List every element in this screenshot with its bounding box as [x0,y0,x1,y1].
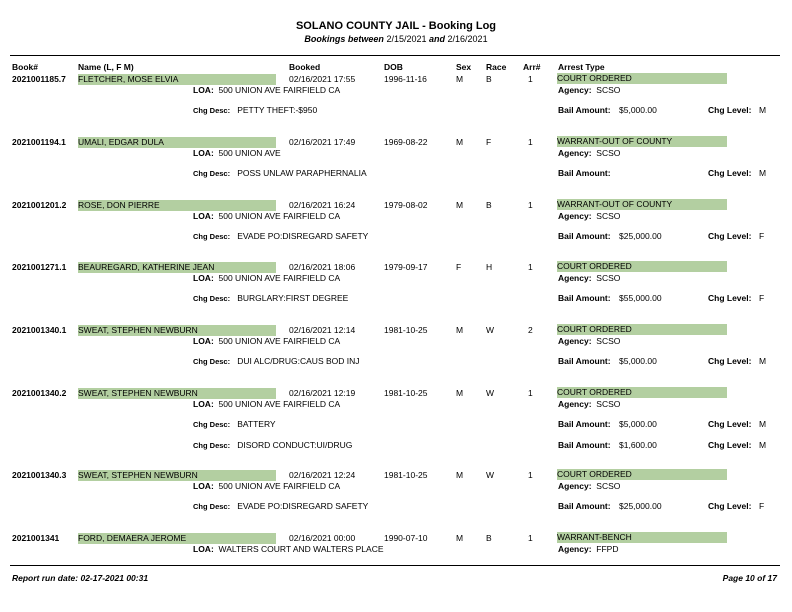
booked-datetime: 02/16/2021 12:24 [289,470,356,480]
loa-line [193,336,340,346]
dob: 1981-10-25 [384,325,428,335]
charge-level-value: F [759,231,765,241]
arrest-type [557,73,727,84]
charge-level-label: Chg Level: [708,168,752,178]
charge-level-label: Chg Level: [708,440,752,450]
inmate-name-text: FORD, DEMAERA JEROME [78,533,187,543]
arrest-type-text: WARRANT-OUT OF COUNTY [557,136,673,146]
agency-label: Agency: [558,273,592,283]
bail-amount-label: Bail Amount: [558,419,611,429]
race: B [486,200,492,210]
charge-desc-label: Chg Desc: [193,357,231,366]
dob: 1979-09-17 [384,262,428,272]
inmate-name-text: SWEAT, STEPHEN NEWBURN [78,325,198,335]
charge-level-value: M [759,440,767,450]
book-number: 2021001185.7 [12,74,66,84]
arrest-number: 1 [528,388,533,398]
arrest-type [557,261,727,272]
agency-line [558,399,620,409]
arrest-number: 1 [528,470,533,480]
charge-desc-label: Chg Desc: [193,420,231,429]
agency-line [558,336,620,346]
loa-line [193,148,281,158]
arrest-type-text: WARRANT-BENCH [557,532,632,542]
arrest-type [557,387,727,398]
charge-level-value: M [759,105,767,115]
loa-value: 500 UNION AVE FAIRFIELD CA [218,336,341,346]
agency-line [558,211,620,221]
race: H [486,262,493,272]
sex: M [456,533,464,543]
bail-amount-value: $55,000.00 [619,293,662,303]
charge-level-label: Chg Level: [708,231,752,241]
loa-label: LOA: [193,399,214,409]
race: B [486,533,492,543]
booking-record [0,388,792,448]
charge-desc-value: POSS UNLAW PARAPHERNALIA [237,168,367,178]
agency-line [558,481,620,491]
charge-desc-value: DUI ALC/DRUG:CAUS BOD INJ [237,356,360,366]
loa-label: LOA: [193,211,214,221]
sex: M [456,388,464,398]
book-number: 2021001341 [12,533,60,543]
dob: 1981-10-25 [384,388,428,398]
book-number: 2021001340.2 [12,388,67,398]
inmate-name [78,262,276,273]
charge-level-value: F [759,501,765,511]
charge-desc-value: BATTERY [237,419,276,429]
bail-amount-label: Bail Amount: [558,231,611,241]
charge-desc-value: EVADE PO:DISREGARD SAFETY [237,501,369,511]
loa-value: 500 UNION AVE FAIRFIELD CA [218,273,341,283]
agency-value: SCSO [596,273,621,283]
bail-amount-label: Bail Amount: [558,293,611,303]
loa-value: 500 UNION AVE FAIRFIELD CA [218,211,341,221]
arrest-type-text: COURT ORDERED [557,324,632,334]
agency-label: Agency: [558,336,592,346]
sex: M [456,470,464,480]
booking-record [0,74,792,134]
loa-line [193,273,340,283]
col-booked: Booked [289,62,321,72]
loa-label: LOA: [193,481,214,491]
booked-datetime: 02/16/2021 00:00 [289,533,356,543]
loa-label: LOA: [193,273,214,283]
book-number: 2021001340.1 [12,325,67,335]
agency-label: Agency: [558,211,592,221]
inmate-name [78,74,276,85]
charge-level-label: Chg Level: [708,356,752,366]
charge-level-label: Chg Level: [708,105,752,115]
inmate-name-text: SWEAT, STEPHEN NEWBURN [78,388,198,398]
footer-rule [10,565,780,566]
arrest-type [557,469,727,480]
booking-record [0,470,792,530]
loa-label: LOA: [193,85,214,95]
bail-amount-label: Bail Amount: [558,105,611,115]
date-to: 2/16/2021 [447,34,488,44]
charge-level-value: F [759,293,765,303]
charge-desc-line [193,419,276,429]
booked-datetime: 02/16/2021 17:49 [289,137,356,147]
charge-desc-label: Chg Desc: [193,502,231,511]
charge-desc-line [193,105,317,115]
report-subtitle [0,34,792,44]
col-sex: Sex [456,62,472,72]
bail-amount-value: $1,600.00 [619,440,657,450]
charge-level-label: Chg Level: [708,419,752,429]
booking-record [0,533,792,593]
race: W [486,325,495,335]
charge-desc-line [193,293,348,303]
booked-datetime: 02/16/2021 12:19 [289,388,356,398]
col-name: Name (L, F M) [78,62,134,72]
agency-value: SCSO [596,481,621,491]
arrest-type [557,136,727,147]
agency-label: Agency: [558,544,592,554]
loa-label: LOA: [193,544,214,554]
loa-line [193,211,340,221]
bail-amount-value: $5,000.00 [619,356,657,366]
charge-desc-label: Chg Desc: [193,106,231,115]
charge-desc-value: BURGLARY:FIRST DEGREE [237,293,349,303]
page-number: Page 10 of 17 [722,573,777,583]
sex: M [456,325,464,335]
dob: 1996-11-16 [384,74,427,84]
inmate-name-text: SWEAT, STEPHEN NEWBURN [78,470,198,480]
col-race: Race [486,62,507,72]
inmate-name [78,200,276,211]
sex: M [456,74,464,84]
agency-value: SCSO [596,399,621,409]
booking-record [0,262,792,322]
inmate-name [78,388,276,399]
bail-amount-label: Bail Amount: [558,356,611,366]
loa-value: 500 UNION AVE FAIRFIELD CA [218,399,341,409]
agency-line [558,148,620,158]
loa-line [193,399,340,409]
bail-amount-value: $25,000.00 [619,501,662,511]
loa-value: 500 UNION AVE FAIRFIELD CA [218,85,341,95]
arrest-number: 1 [528,74,533,84]
bail-amount-value: $25,000.00 [619,231,662,241]
charge-desc-label: Chg Desc: [193,232,231,241]
agency-line [558,273,620,283]
date-from: 2/15/2021 [386,34,427,44]
booked-datetime: 02/16/2021 17:55 [289,74,356,84]
inmate-name-text: UMALI, EDGAR DULA [78,137,164,147]
report-title: SOLANO COUNTY JAIL - Booking Log [295,20,497,32]
bail-amount-label: Bail Amount: [558,168,611,178]
arrest-number: 1 [528,137,533,147]
header-rule [10,55,780,56]
arrest-number: 2 [528,325,533,335]
booked-datetime: 02/16/2021 16:24 [289,200,356,210]
agency-label: Agency: [558,399,592,409]
charge-level-label: Chg Level: [708,501,752,511]
booked-datetime: 02/16/2021 12:14 [289,325,356,335]
agency-value: SCSO [596,336,621,346]
report-run-date: Report run date: 02-17-2021 00:31 [12,573,149,583]
charge-level-label: Chg Level: [708,293,752,303]
sex: M [456,137,464,147]
loa-value: 500 UNION AVE [218,148,281,158]
book-number: 2021001194.1 [12,137,66,147]
col-arrest-type: Arrest Type [558,62,605,72]
bail-amount-value: $5,000.00 [619,419,657,429]
booking-record [0,325,792,385]
race: B [486,74,492,84]
charge-desc-label: Chg Desc: [193,441,231,450]
charge-desc-label: Chg Desc: [193,169,231,178]
loa-label: LOA: [193,148,214,158]
arrest-type-text: COURT ORDERED [557,387,632,397]
agency-line [558,544,618,554]
inmate-name [78,137,276,148]
agency-label: Agency: [558,481,592,491]
arrest-type-text: COURT ORDERED [557,73,632,83]
agency-label: Agency: [558,85,592,95]
charge-desc-value: EVADE PO:DISREGARD SAFETY [237,231,369,241]
arrest-type-text: COURT ORDERED [557,469,632,479]
arrest-type-text: WARRANT-OUT OF COUNTY [557,199,673,209]
inmate-name [78,470,276,481]
charge-desc-line [193,440,352,450]
charge-level-value: M [759,419,767,429]
arrest-number: 1 [528,533,533,543]
book-number: 2021001271.1 [12,262,67,272]
subtitle-and: and [429,34,446,44]
subtitle-prefix: Bookings between [304,34,384,44]
dob: 1969-08-22 [384,137,428,147]
charge-desc-label: Chg Desc: [193,294,231,303]
bail-amount-value: $5,000.00 [619,105,657,115]
bail-amount-label: Bail Amount: [558,440,611,450]
charge-level-value: M [759,356,767,366]
race: W [486,388,495,398]
loa-line [193,85,340,95]
arrest-number: 1 [528,200,533,210]
arrest-type-text: COURT ORDERED [557,261,632,271]
col-dob: DOB [384,62,403,72]
bail-amount-label: Bail Amount: [558,501,611,511]
loa-value: WALTERS COURT AND WALTERS PLACE [218,544,384,554]
agency-line [558,85,620,95]
agency-value: SCSO [596,85,621,95]
inmate-name-text: BEAUREGARD, KATHERINE JEAN [78,262,215,272]
charge-level-value: M [759,168,767,178]
charge-desc-value: PETTY THEFT:-$950 [237,105,318,115]
charge-desc-value: DISORD CONDUCT:UI/DRUG [237,440,353,450]
inmate-name [78,325,276,336]
charge-desc-line [193,168,367,178]
dob: 1990-07-10 [384,533,428,543]
booking-record [0,200,792,260]
booked-datetime: 02/16/2021 18:06 [289,262,356,272]
charge-desc-line [193,356,360,366]
col-arr: Arr# [523,62,541,72]
book-number: 2021001201.2 [12,200,67,210]
arrest-type [557,532,727,543]
agency-label: Agency: [558,148,592,158]
charge-desc-line [193,231,368,241]
race: W [486,470,495,480]
inmate-name-text: ROSE, DON PIERRE [78,200,160,210]
arrest-number: 1 [528,262,533,272]
loa-label: LOA: [193,336,214,346]
loa-line [193,544,384,554]
inmate-name-text: FLETCHER, MOSE ELVIA [78,74,179,84]
arrest-type [557,199,727,210]
arrest-type [557,324,727,335]
book-number: 2021001340.3 [12,470,67,480]
agency-value: SCSO [596,148,621,158]
race: F [486,137,492,147]
loa-value: 500 UNION AVE FAIRFIELD CA [218,481,341,491]
sex: M [456,200,464,210]
col-book: Book# [12,62,38,72]
loa-line [193,481,340,491]
charge-desc-line [193,501,368,511]
dob: 1981-10-25 [384,470,428,480]
inmate-name [78,533,276,544]
agency-value: FFPD [596,544,619,554]
dob: 1979-08-02 [384,200,428,210]
agency-value: SCSO [596,211,621,221]
booking-record [0,137,792,197]
sex: F [456,262,462,272]
